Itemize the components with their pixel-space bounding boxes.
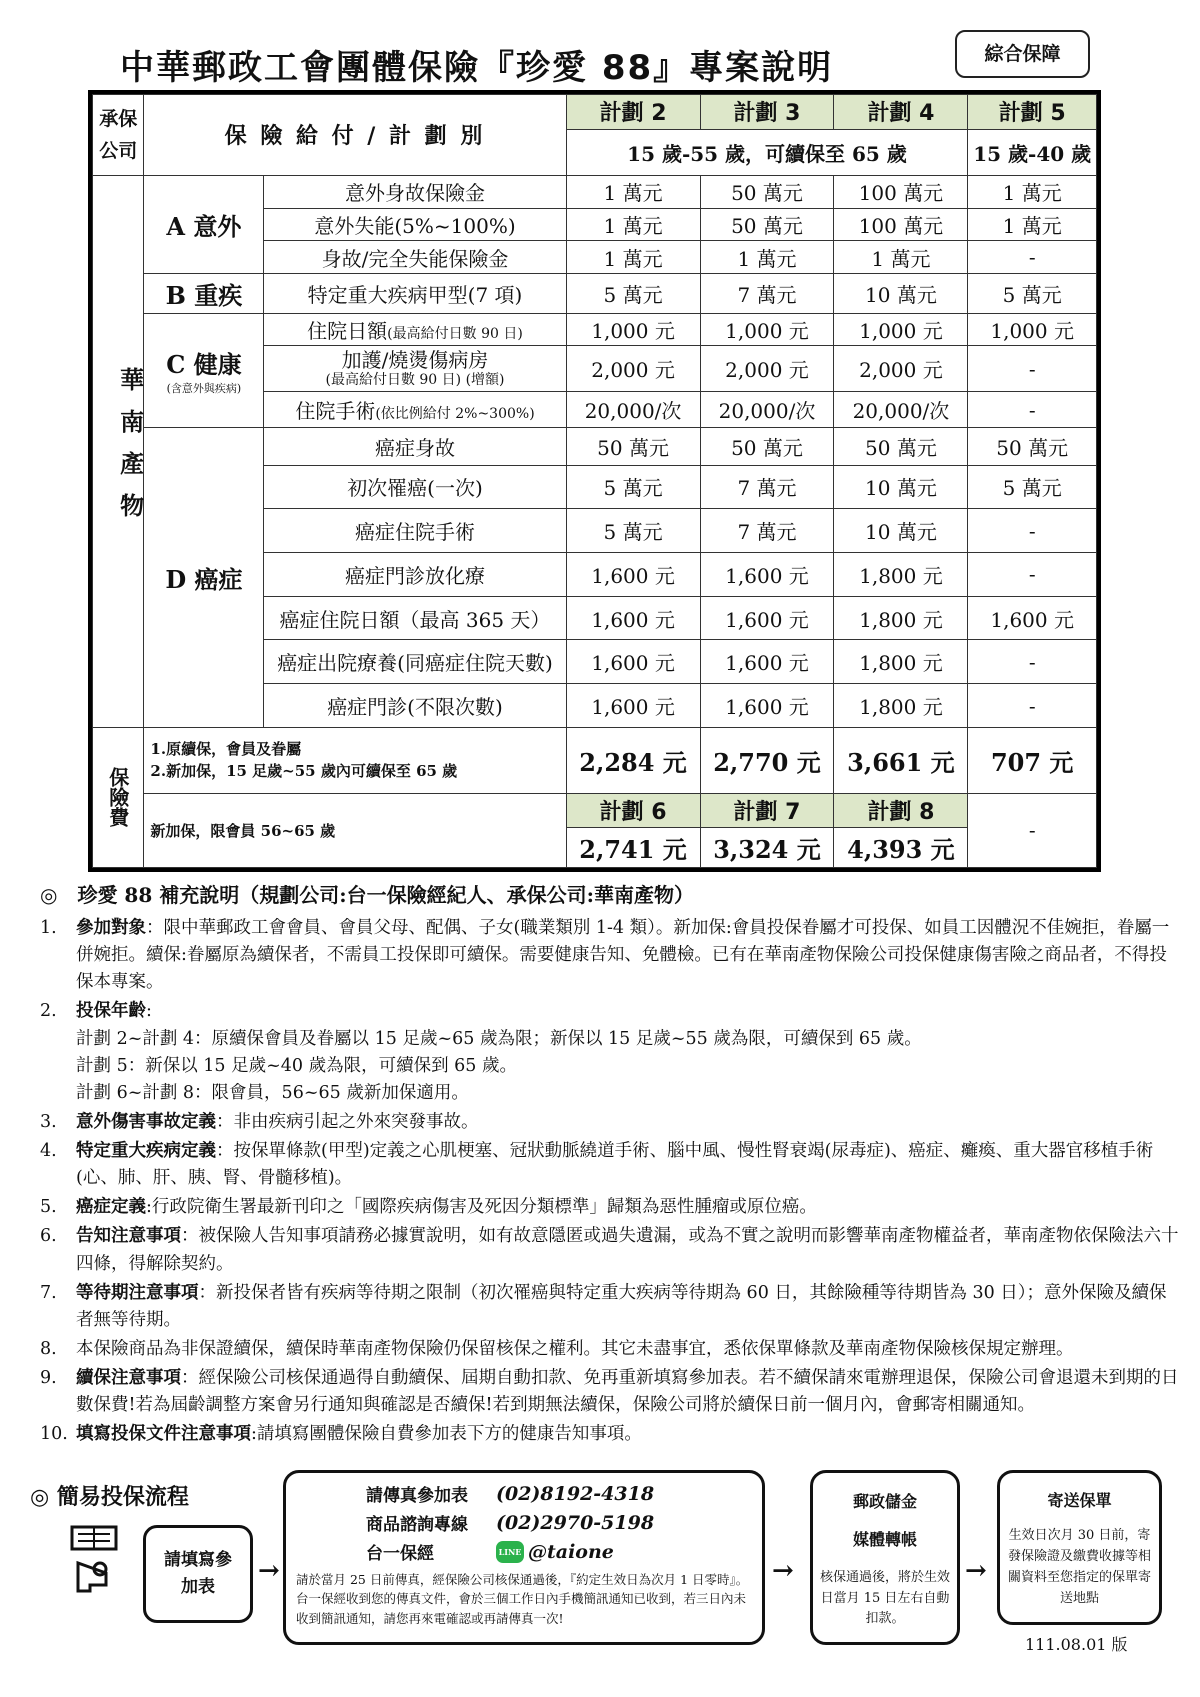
benefit-value: 7 萬元	[700, 465, 834, 509]
benefit-item-note: (最高給付日數 90 日)	[387, 326, 523, 343]
note-text: ：新投保者皆有疾病等待期之限制（初次罹癌與特定重大疾病等待期為 60 日，其餘險種等待期皆為 30 日）；意外保險及續保者無等待期。	[76, 1282, 1167, 1330]
benefit-value: 1,000 元	[968, 313, 1097, 346]
hotline-row	[296, 1508, 752, 1537]
benefit-item: 初次罹癌(一次)	[264, 465, 566, 509]
premium-value: -	[968, 793, 1097, 868]
insurer-header: 承保公司	[93, 95, 144, 176]
note-text: :請填寫團體保險自費參加表下方的健康告知事項。	[251, 1424, 642, 1445]
benefit-value: 1,600 元	[566, 684, 700, 728]
benefit-value: -	[968, 241, 1097, 274]
benefit-value: -	[968, 640, 1097, 684]
category-d: D 癌症	[144, 428, 264, 727]
arrow-right-icon: →	[258, 1556, 280, 1586]
list-number: 5.	[40, 1197, 57, 1218]
benefit-value: 20,000/次	[834, 392, 968, 428]
benefit-item-note: (依比例給付 2%~300%)	[375, 406, 535, 423]
premium-desc-line: 2.新加保，15 足歲~55 歲內可續保至 65 歲	[150, 762, 458, 781]
benefit-value: 100 萬元	[834, 208, 968, 241]
benefit-value: 5 萬元	[566, 465, 700, 509]
benefit-value: 1,600 元	[968, 596, 1097, 640]
benefit-value: 1,000 元	[566, 313, 700, 346]
premium-value: 3,324 元	[700, 828, 834, 868]
note-text: ：按保單條款(甲型)定義之心肌梗塞、冠狀動脈繞道手術、腦中風、慢性腎衰竭(尿毒症)、癌症、癱瘓、重大器官移植手術(心、肺、肝、胰、腎、骨髓移植)。	[76, 1141, 1154, 1189]
benefit-item-label: 住院日額	[307, 319, 388, 344]
premium-value: 2,741 元	[566, 828, 700, 868]
benefit-item-note: (最高給付日數 90 日) (增額)	[325, 372, 505, 389]
line-id: @taione	[528, 1540, 614, 1563]
benefit-value: 50 萬元	[566, 428, 700, 465]
benefit-value: 1,600 元	[700, 684, 834, 728]
benefit-value: 5 萬元	[566, 274, 700, 313]
note-text: :行政院衛生署最新刊印之「國際疾病傷害及死因分類標準」歸類為惡性腫瘤或原位癌。	[146, 1197, 817, 1218]
benefit-value: 1,800 元	[834, 596, 968, 640]
benefit-value: 7 萬元	[700, 274, 834, 313]
list-item	[40, 1336, 1180, 1363]
benefit-item: 意外身故保險金	[264, 175, 566, 208]
note-text: ：非由疾病引起之外來突發事故。	[216, 1111, 479, 1132]
benefit-value: 1 萬元	[566, 241, 700, 274]
note-subline: 計劃 2~計劃 4：原續保會員及眷屬以 15 足歲~65 歲為限；新保以 15 足歲~55 歲為限，可續保到 65 歲。	[76, 1028, 922, 1049]
note-subline: 計劃 6~計劃 8：限會員，56~65 歲新加保適用。	[76, 1082, 469, 1103]
insurer-name	[93, 175, 144, 727]
benefit-value: 7 萬元	[700, 509, 834, 553]
benefit-value: 1 萬元	[566, 208, 700, 241]
plan-header: 計劃 3	[700, 95, 834, 130]
list-item	[40, 1109, 1180, 1136]
list-number: 8.	[40, 1338, 57, 1359]
benefit-value: 1 萬元	[968, 208, 1097, 241]
line-label: 台一保經	[366, 1544, 434, 1564]
note-term: 特定重大疾病定義	[76, 1141, 216, 1161]
note-term: 投保年齡	[76, 1001, 146, 1022]
line-app-icon	[496, 1541, 524, 1563]
benefit-value: 100 萬元	[834, 175, 968, 208]
benefit-value: 1 萬元	[968, 175, 1097, 208]
form-icon	[70, 1525, 118, 1600]
step-fill-form	[143, 1525, 253, 1623]
benefit-value: 1,600 元	[566, 640, 700, 684]
benefit-value: -	[968, 346, 1097, 392]
benefit-value: 50 萬元	[700, 208, 834, 241]
payment-title: 郵政儲金	[852, 1492, 917, 1511]
premium-new-desc: 新加保，限會員 56~65 歲	[144, 793, 566, 868]
list-number: 1.	[40, 918, 57, 938]
category-b: B 重疾	[144, 274, 264, 313]
benefit-value: 1 萬元	[566, 175, 700, 208]
premium-value: 3,661 元	[834, 727, 968, 793]
benefit-value: -	[968, 553, 1097, 597]
category-c-note: (含意外與疾病)	[166, 382, 242, 396]
benefit-item: 癌症身故	[264, 428, 566, 465]
benefit-item-label: 加護/燒燙傷病房	[341, 348, 489, 373]
version-label: 111.08.01 版	[1025, 1635, 1128, 1654]
note-text: 本保險商品為非保證續保，續保時華南產物保險仍保留核保之權利。其它未盡事宜，悉依保單條款及華南產物保險核保規定辦理。	[76, 1338, 1074, 1359]
premium-value: 2,284 元	[566, 727, 700, 793]
benefit-value: 2,000 元	[834, 346, 968, 392]
step-fill-form-label: 請填寫參加表	[164, 1549, 232, 1597]
benefit-value: 2,000 元	[566, 346, 700, 392]
line-row	[296, 1537, 752, 1566]
benefit-item: 癌症門診(不限次數)	[264, 684, 566, 728]
benefit-value: 1,600 元	[566, 553, 700, 597]
list-number: 6.	[40, 1226, 57, 1247]
submit-instructions: 請於當月 25 日前傳真，經保險公司核保通過後，『約定生效日為次月 1 日零時』。台一保經收到您的傳真文件，會於三個工作日內手機簡訊通知已收到，若三日內未收到簡訊通知，請您再來電確認或再請傳真一次!	[296, 1572, 749, 1626]
plan-header: 計劃 5	[968, 95, 1097, 130]
note-text: :	[146, 1001, 152, 1022]
benefit-value: 50 萬元	[968, 428, 1097, 465]
benefit-value: 20,000/次	[566, 392, 700, 428]
coverage-badge: 綜合保障	[955, 30, 1090, 78]
plan-header: 計劃 4	[834, 95, 968, 130]
list-item	[40, 915, 1180, 996]
note-term: 告知注意事項	[76, 1226, 181, 1247]
benefit-value: 10 萬元	[834, 274, 968, 313]
line-icon-text: LINE	[498, 1546, 522, 1557]
note-text: ：限中華郵政工會會員、會員父母、配偶、子女(職業類別 1-4 類）。新加保:會員投保眷屬才可投保、如員工因體況不佳婉拒，眷屬一併婉拒。續保:眷屬原為續保者，不需員工投保即可續保。需要健康告知、免體檢。已有在華南產物保險公司投保健康傷害險之商品者，不得投保本專案。	[76, 918, 1170, 993]
benefit-item	[264, 346, 566, 392]
hotline-label: 商品諮詢專線	[366, 1515, 468, 1535]
list-number: 3.	[40, 1111, 57, 1132]
notes-list	[40, 915, 1180, 1448]
benefit-value: 1,600 元	[700, 640, 834, 684]
benefit-value: 2,000 元	[700, 346, 834, 392]
step-policy-delivery	[997, 1470, 1162, 1625]
list-item	[40, 1194, 1180, 1221]
benefit-value: 1,600 元	[566, 596, 700, 640]
premium-desc-line: 1.原續保，會員及眷屬	[150, 739, 302, 758]
note-term: 等待期注意事項	[76, 1282, 199, 1303]
step-submit	[283, 1470, 765, 1645]
fax-number: (02)8192-4318	[496, 1482, 655, 1505]
benefit-item: 癌症住院日額（最高 365 天）	[264, 596, 566, 640]
note-text: ：被保險人告知事項請務必據實說明，如有故意隱匿或過失遺漏，或為不實之說明而影響華南產物權益者，華南產物依保險法六十四條，得解除契約。	[76, 1226, 1179, 1274]
list-item	[40, 1421, 1180, 1448]
benefit-value: -	[968, 392, 1097, 428]
delivery-title: 寄送保單	[1047, 1491, 1112, 1510]
hotline-number: (02)2970-5198	[496, 1511, 655, 1534]
payment-text: 核保通過後，將於生效日當月 15 日左右自動扣款。	[819, 1569, 950, 1627]
benefit-value: -	[968, 684, 1097, 728]
benefit-value: 5 萬元	[968, 465, 1097, 509]
note-term: 意外傷害事故定義	[76, 1111, 216, 1132]
premium-label	[93, 727, 144, 867]
benefit-value: 10 萬元	[834, 509, 968, 553]
flow-heading: ◎ 簡易投保流程	[30, 1484, 189, 1510]
benefit-item	[264, 392, 566, 428]
delivery-text: 生效日次月 30 日前，寄發保險證及繳費收據等相關資料至您指定的保單寄送地點	[1008, 1528, 1152, 1606]
benefit-value: 1,800 元	[834, 684, 968, 728]
supplementary-notes	[40, 880, 1180, 1450]
benefit-value: 1 萬元	[700, 241, 834, 274]
list-number: 10.	[40, 1424, 68, 1445]
payment-title: 媒體轉帳	[852, 1530, 917, 1550]
benefit-item: 身故/完全失能保險金	[264, 241, 566, 274]
premium-label-text: 保險費	[105, 767, 130, 828]
premium-value: 707 元	[968, 727, 1097, 793]
premium-value: 2,770 元	[700, 727, 834, 793]
note-term: 參加對象	[76, 918, 146, 938]
plan-header: 計劃 7	[700, 793, 834, 828]
list-number: 9.	[40, 1368, 57, 1388]
list-item	[40, 1223, 1180, 1277]
category-a: A 意外	[144, 175, 264, 273]
note-term: 填寫投保文件注意事項	[76, 1424, 251, 1445]
benefit-value: 50 萬元	[700, 428, 834, 465]
fax-label: 請傳真參加表	[366, 1486, 468, 1506]
arrow-right-icon: →	[772, 1556, 794, 1586]
benefit-value: 5 萬元	[566, 509, 700, 553]
benefit-item: 意外失能(5%~100%)	[264, 208, 566, 241]
benefit-item: 癌症住院手術	[264, 509, 566, 553]
note-subline: 計劃 5：新保以 15 足歲~40 歲為限，可續保到 65 歲。	[76, 1055, 517, 1076]
note-term: 癌症定義	[76, 1197, 146, 1218]
benefit-table	[88, 90, 1101, 872]
list-number: 7.	[40, 1282, 57, 1303]
note-text: ：經保險公司核保通過得自動續保、屆期自動扣款、免再重新填寫參加表。若不續保請來電辦理退保，保險公司會退還未到期的日數保費!若為屆齡調整方案會另行通知與確認是否續保!若到期無法續保，保險公司將於續保日前一個月內，會郵寄相關通知。	[76, 1368, 1179, 1416]
list-item	[40, 1365, 1180, 1419]
benefit-header: 保 險 給 付 / 計 劃 別	[144, 95, 566, 176]
age-range-a: 15 歲-55 歲，可續保至 65 歲	[566, 129, 968, 175]
benefit-value: 1,600 元	[700, 553, 834, 597]
benefit-item: 癌症出院療養(同癌症住院天數)	[264, 640, 566, 684]
fax-row	[296, 1479, 752, 1508]
benefit-item: 特定重大疾病甲型(7 項)	[264, 274, 566, 313]
list-number: 4.	[40, 1141, 57, 1161]
category-c-label: C 健康	[166, 350, 242, 380]
premium-desc	[144, 727, 566, 793]
premium-value: 4,393 元	[834, 828, 968, 868]
benefit-value: 20,000/次	[700, 392, 834, 428]
benefit-value: 50 萬元	[834, 428, 968, 465]
step-payment	[810, 1470, 960, 1645]
list-number: 2.	[40, 1001, 57, 1022]
benefit-item: 癌症門診放化療	[264, 553, 566, 597]
benefit-value: 50 萬元	[700, 175, 834, 208]
plan-header: 計劃 2	[566, 95, 700, 130]
plan-header: 計劃 8	[834, 793, 968, 828]
list-item	[40, 998, 1180, 1107]
benefit-value: 1,000 元	[700, 313, 834, 346]
list-item	[40, 1280, 1180, 1334]
page-title: 中華郵政工會團體保險『珍愛 88』專案說明	[120, 40, 920, 95]
benefit-item-label: 住院手術	[295, 399, 376, 424]
benefit-value: 1 萬元	[834, 241, 968, 274]
arrow-right-icon: →	[965, 1556, 987, 1586]
benefit-value: 10 萬元	[834, 465, 968, 509]
benefit-value: 1,800 元	[834, 640, 968, 684]
age-range-b: 15 歲-40 歲	[968, 129, 1097, 175]
list-item	[40, 1138, 1180, 1192]
note-term: 續保注意事項	[76, 1368, 181, 1388]
benefit-value: 1,800 元	[834, 553, 968, 597]
benefit-item	[264, 313, 566, 346]
benefit-value: 1,000 元	[834, 313, 968, 346]
benefit-value: 1,600 元	[700, 596, 834, 640]
plan-header: 計劃 6	[566, 793, 700, 828]
notes-heading: ◎ 珍愛 88 補充說明（規劃公司:台一保險經紀人、承保公司:華南產物）	[40, 883, 694, 907]
benefit-value: 5 萬元	[968, 274, 1097, 313]
benefit-value: -	[968, 509, 1097, 553]
insurer-name-text: 華南產物	[115, 367, 145, 536]
